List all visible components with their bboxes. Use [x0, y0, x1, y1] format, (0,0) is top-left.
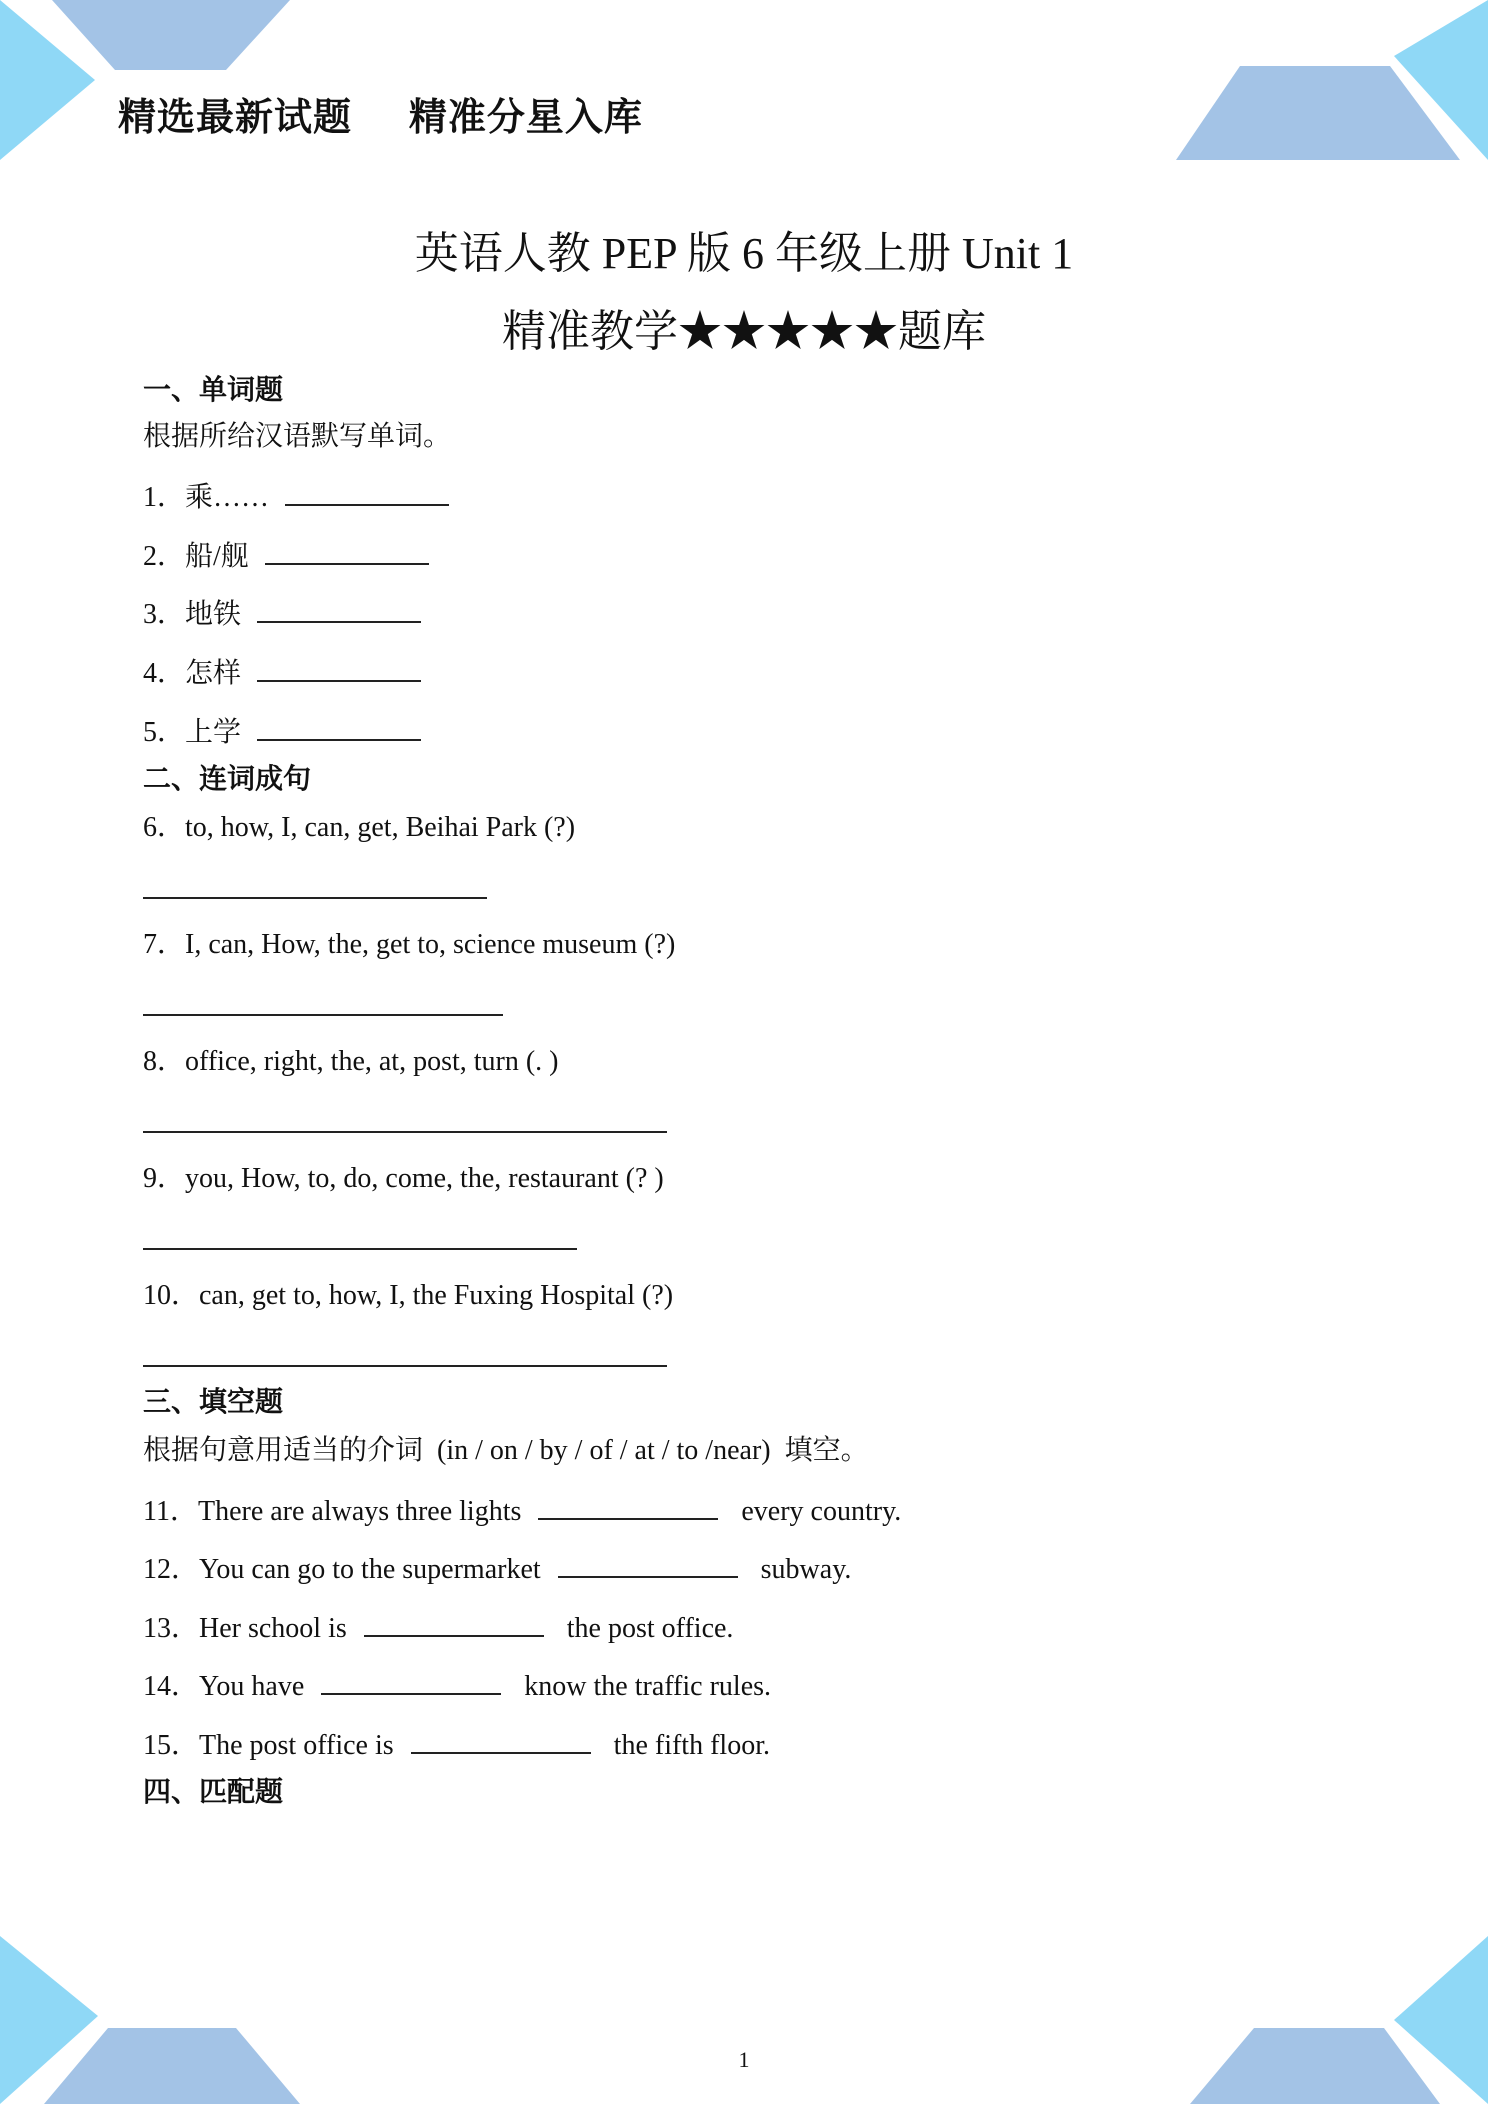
question-item: [143, 476, 455, 518]
answer-blank[interactable]: [558, 1548, 738, 1578]
question-item: [143, 1548, 851, 1590]
question-text: 3．地铁: [143, 599, 242, 630]
question-text: the post office.: [559, 1613, 734, 1644]
answer-blank[interactable]: [364, 1607, 544, 1637]
top-left-triangle: [0, 0, 95, 160]
section-heading-4: 四、匹配题: [143, 1775, 284, 1808]
question-item: 6．to, how, I, can, get, Beihai Park (?): [143, 812, 576, 843]
question-item: 8．office, right, the, at, post, turn (. ): [143, 1046, 559, 1077]
document-title: 英语人教 PEP 版 6 年级上册 Unit 1: [414, 229, 1074, 278]
section-heading-3: 三、填空题: [143, 1385, 284, 1418]
document-subtitle: 精准教学★★★★★题库: [502, 307, 986, 356]
section-3-instruction: 根据句意用适当的介词 (in / on / by / of / at / to /near) 填空。: [143, 1435, 869, 1466]
answer-blank[interactable]: [285, 476, 449, 506]
header-slogan: 精选最新试题 精准分星入库: [118, 95, 643, 139]
bottom-left-triangle: [0, 1936, 98, 2104]
top-right-trapezoid: [1176, 66, 1460, 160]
question-text: 5．上学: [143, 717, 242, 748]
question-item: [143, 711, 427, 753]
answer-blank[interactable]: [257, 711, 421, 741]
answer-line[interactable]: [143, 1248, 577, 1250]
question-item: 7．I, can, How, the, get to, science museum (?): [143, 929, 676, 960]
question-item: [143, 1607, 733, 1649]
question-text: every country.: [734, 1496, 902, 1527]
answer-blank[interactable]: [265, 535, 429, 565]
answer-line[interactable]: [143, 1014, 503, 1016]
page-number: 1: [738, 2047, 750, 2072]
answer-blank[interactable]: [321, 1665, 501, 1695]
question-item: [143, 535, 435, 577]
question-item: [143, 1665, 771, 1707]
answer-blank[interactable]: [257, 593, 421, 623]
section-heading-2: 二、连词成句: [143, 762, 312, 795]
top-right-triangle: [1394, 0, 1488, 160]
bottom-right-triangle: [1394, 1936, 1488, 2104]
answer-blank[interactable]: [538, 1490, 718, 1520]
answer-blank[interactable]: [411, 1724, 591, 1754]
question-text: 4．怎样: [143, 658, 242, 689]
question-text: 1．乘……: [143, 482, 270, 513]
question-item: [143, 1490, 901, 1532]
question-item: [143, 593, 427, 635]
question-text: know the traffic rules.: [517, 1671, 772, 1702]
section-heading-1: 一、单词题: [143, 373, 284, 406]
answer-blank[interactable]: [257, 652, 421, 682]
question-text: 12．You can go to the supermarket: [143, 1554, 548, 1585]
question-item: [143, 1724, 770, 1766]
question-text: 2．船/舰: [143, 541, 249, 572]
answer-line[interactable]: [143, 897, 487, 899]
question-item: 9．you, How, to, do, come, the, restaurant (? ): [143, 1163, 664, 1194]
question-text: 15．The post office is: [143, 1730, 401, 1761]
question-text: subway.: [753, 1554, 852, 1585]
answer-line[interactable]: [143, 1365, 667, 1367]
section-1-instruction: 根据所给汉语默写单词。: [143, 421, 452, 452]
question-text: the fifth floor.: [606, 1730, 770, 1761]
question-item: [143, 652, 427, 694]
question-text: 13．Her school is: [143, 1613, 354, 1644]
top-left-trapezoid: [52, 0, 290, 70]
question-text: 11．There are always three lights: [143, 1496, 529, 1527]
answer-line[interactable]: [143, 1131, 667, 1133]
question-text: 14．You have: [143, 1671, 312, 1702]
question-item: 10．can, get to, how, I, the Fuxing Hospital (?): [143, 1280, 674, 1311]
